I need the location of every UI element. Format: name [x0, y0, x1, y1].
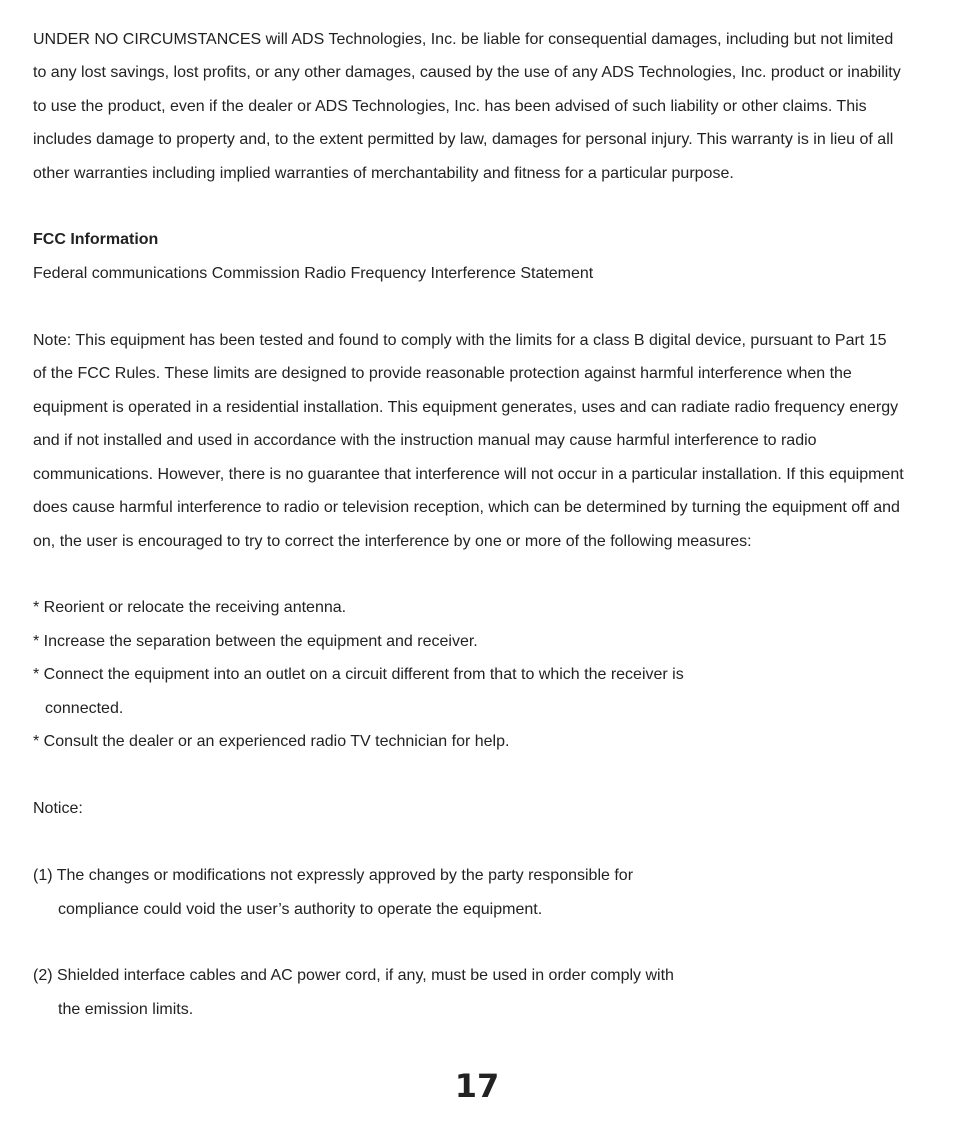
fcc-note-line: communications. However, there is no guarantee that interference will not occur in a particular installation. If this equipment	[33, 466, 904, 483]
measure-item: * Consult the dealer or an experienced radio TV technician for help.	[33, 733, 510, 750]
fcc-note-line: does cause harmful interference to radio or television reception, which can be determined by turning the equipment off and	[33, 499, 900, 516]
measure-item-continuation: connected.	[45, 700, 124, 717]
disclaimer-line: to use the product, even if the dealer or ADS Technologies, Inc. has been advised of such liability or other claims. This	[33, 98, 867, 115]
notice-item-continuation: the emission limits.	[58, 1001, 194, 1018]
notice-item-continuation: compliance could void the user’s authority to operate the equipment.	[58, 901, 543, 918]
notice-heading: Notice:	[33, 800, 83, 817]
notice-item: (1) The changes or modifications not expressly approved by the party responsible for	[33, 867, 634, 884]
disclaimer-line: to any lost savings, lost profits, or any other damages, caused by the use of any ADS Technologies, Inc. product or inability	[33, 64, 901, 81]
fcc-note-line: and if not installed and used in accordance with the instruction manual may cause harmful interference to radio	[33, 432, 817, 449]
measure-item: * Increase the separation between the equipment and receiver.	[33, 633, 478, 650]
disclaimer-line: includes damage to property and, to the extent permitted by law, damages for personal injury. This warranty is in lieu of all	[33, 131, 894, 148]
fcc-note-line: equipment is operated in a residential installation. This equipment generates, uses and can radiate radio frequency energy	[33, 399, 899, 416]
disclaimer-line: other warranties including implied warranties of merchantability and fitness for a particular purpose.	[33, 165, 734, 182]
fcc-heading: FCC Information	[33, 231, 159, 248]
notice-item: (2) Shielded interface cables and AC power cord, if any, must be used in order comply with	[33, 967, 674, 984]
page-number: 17	[454, 1067, 500, 1105]
fcc-subtitle: Federal communications Commission Radio Frequency Interference Statement	[33, 265, 594, 282]
fcc-note-line: of the FCC Rules. These limits are designed to provide reasonable protection against harmful interference when the	[33, 365, 852, 382]
disclaimer-line: UNDER NO CIRCUMSTANCES will ADS Technologies, Inc. be liable for consequential damages, including but not limited	[33, 31, 894, 48]
fcc-note-line: Note: This equipment has been tested and found to comply with the limits for a class B digital device, pursuant to Part 15	[33, 332, 887, 349]
measure-item: * Reorient or relocate the receiving antenna.	[33, 599, 347, 616]
measure-item: * Connect the equipment into an outlet on a circuit different from that to which the receiver is	[33, 666, 684, 683]
fcc-note-line: on, the user is encouraged to try to correct the interference by one or more of the following measures:	[33, 533, 752, 550]
